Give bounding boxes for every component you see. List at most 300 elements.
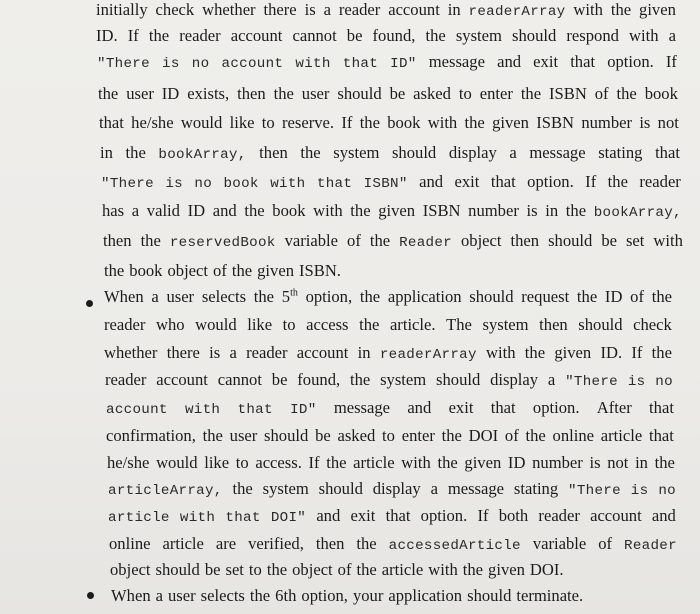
word: the bbox=[369, 231, 391, 250]
word: book bbox=[129, 261, 163, 280]
code-token: that bbox=[316, 176, 353, 192]
word: the bbox=[524, 343, 546, 362]
word: and bbox=[497, 52, 522, 71]
word: should bbox=[467, 586, 512, 605]
word: and bbox=[419, 172, 444, 191]
word: a bbox=[430, 479, 438, 498]
word: variable bbox=[284, 231, 339, 250]
word: with bbox=[653, 231, 683, 250]
word: to bbox=[248, 560, 262, 579]
word: If bbox=[631, 343, 643, 362]
word: the bbox=[359, 113, 380, 132]
word: of bbox=[630, 287, 644, 306]
word: the bbox=[125, 143, 146, 162]
word: there bbox=[263, 0, 297, 19]
word: the bbox=[359, 287, 381, 306]
code-token: ID" bbox=[390, 56, 417, 72]
word: access. bbox=[255, 453, 302, 472]
word: book bbox=[272, 201, 306, 220]
word: a bbox=[547, 370, 556, 389]
word: object bbox=[460, 231, 502, 250]
ordinal-suffix: th bbox=[290, 287, 298, 299]
word: system bbox=[380, 370, 427, 389]
word: the bbox=[359, 315, 380, 334]
word: option. bbox=[527, 172, 574, 191]
word: DOI bbox=[468, 426, 499, 445]
word: he/she bbox=[131, 113, 174, 132]
word: should bbox=[469, 287, 514, 306]
word: found, bbox=[372, 26, 416, 45]
word: of bbox=[598, 534, 613, 553]
word: whether bbox=[104, 343, 158, 362]
word: the bbox=[520, 84, 542, 103]
word: to bbox=[382, 426, 395, 445]
word: reserve. bbox=[282, 113, 335, 132]
word: number bbox=[468, 201, 519, 220]
word: and bbox=[316, 506, 341, 525]
word: should bbox=[155, 560, 200, 579]
text-line bbox=[106, 398, 674, 420]
word: ID bbox=[507, 453, 526, 472]
word: When bbox=[111, 586, 151, 605]
word: given bbox=[639, 0, 676, 19]
code-token: "There bbox=[565, 374, 618, 390]
word: given bbox=[492, 113, 529, 132]
code-token: with bbox=[270, 176, 306, 192]
word: has bbox=[102, 201, 125, 220]
word: exit bbox=[454, 172, 480, 191]
word: number bbox=[581, 113, 633, 132]
word: the bbox=[610, 0, 632, 19]
word: cannot bbox=[292, 26, 337, 45]
code-token: "There bbox=[101, 176, 154, 192]
word: article bbox=[353, 453, 395, 472]
word: user bbox=[126, 84, 154, 103]
word: a bbox=[668, 26, 676, 45]
word: the bbox=[232, 479, 253, 498]
word: selects bbox=[200, 586, 245, 605]
word: verified, bbox=[248, 534, 304, 553]
word: a bbox=[151, 287, 159, 306]
code-token: is bbox=[165, 176, 183, 192]
code-token: that bbox=[237, 402, 273, 418]
word: reader bbox=[104, 315, 146, 334]
word: account bbox=[590, 506, 642, 525]
word: should bbox=[548, 231, 593, 250]
word: is bbox=[589, 453, 601, 472]
word: given bbox=[378, 201, 416, 220]
word: variable bbox=[532, 534, 587, 553]
word: given bbox=[464, 453, 502, 472]
text-line bbox=[98, 84, 678, 104]
word: application bbox=[388, 586, 463, 605]
word: asked bbox=[337, 426, 376, 445]
code-token: is bbox=[162, 56, 180, 72]
word: set bbox=[625, 231, 645, 250]
word: found, bbox=[297, 370, 341, 389]
word: If bbox=[308, 453, 320, 472]
word: then bbox=[315, 534, 345, 553]
word: in bbox=[100, 143, 113, 162]
word: is bbox=[639, 113, 651, 132]
code-token: is bbox=[630, 483, 649, 499]
word: the bbox=[273, 84, 294, 103]
word: in bbox=[545, 201, 559, 220]
word: The bbox=[446, 315, 472, 334]
word: should bbox=[318, 479, 363, 498]
word: If bbox=[341, 113, 353, 132]
word: terminate. bbox=[516, 586, 584, 605]
word: like bbox=[204, 453, 230, 472]
word: who bbox=[156, 315, 185, 334]
word: number bbox=[532, 453, 583, 472]
word: user bbox=[166, 287, 195, 306]
word: selects bbox=[201, 287, 247, 306]
word: exit bbox=[448, 398, 474, 417]
word: is bbox=[209, 343, 221, 362]
code-token: with bbox=[184, 402, 221, 418]
word: reader bbox=[105, 370, 147, 389]
text-line bbox=[102, 201, 682, 223]
word: the bbox=[231, 261, 253, 280]
word: enter bbox=[479, 84, 513, 103]
word: he/she bbox=[107, 453, 150, 472]
word: a bbox=[229, 343, 237, 362]
text-line bbox=[107, 453, 675, 473]
code-token: article bbox=[108, 510, 170, 526]
word: given bbox=[257, 261, 294, 280]
word: the bbox=[253, 287, 275, 306]
word: access bbox=[306, 315, 349, 334]
code-token: that bbox=[342, 56, 379, 72]
word: in bbox=[635, 453, 648, 472]
word: of bbox=[213, 261, 227, 280]
word: account bbox=[156, 370, 208, 389]
code-token: ISBN" bbox=[363, 176, 408, 192]
word: reader bbox=[179, 26, 221, 45]
word: a bbox=[155, 586, 163, 605]
word: the bbox=[651, 287, 672, 306]
word: that bbox=[570, 52, 596, 71]
word: with bbox=[629, 26, 659, 45]
word: the bbox=[651, 343, 672, 362]
word: If bbox=[127, 26, 139, 45]
word: the bbox=[576, 287, 598, 306]
word: cannot bbox=[217, 370, 262, 389]
word: the bbox=[202, 426, 223, 445]
word: that bbox=[385, 506, 411, 525]
word: object bbox=[167, 261, 209, 280]
word: the bbox=[104, 261, 125, 280]
word: the bbox=[425, 26, 446, 45]
word: reader bbox=[639, 172, 681, 191]
word: then bbox=[259, 143, 288, 162]
text-line bbox=[100, 143, 680, 165]
word: should bbox=[578, 315, 623, 334]
code-token: no bbox=[191, 56, 210, 72]
word: then bbox=[539, 315, 568, 334]
word: the bbox=[140, 231, 161, 250]
word: should bbox=[264, 426, 309, 445]
code-token: reservedBook bbox=[169, 235, 276, 251]
word: request bbox=[521, 287, 570, 306]
word: that bbox=[490, 398, 516, 417]
word: like bbox=[229, 113, 255, 132]
word: then bbox=[103, 231, 132, 250]
word: like bbox=[247, 315, 273, 334]
text-line bbox=[96, 0, 676, 22]
word: ID bbox=[187, 201, 206, 220]
word bbox=[282, 287, 298, 307]
word: in bbox=[447, 0, 461, 19]
word: should bbox=[337, 84, 382, 103]
word: application bbox=[387, 287, 462, 306]
word: should bbox=[436, 370, 481, 389]
word: user bbox=[229, 426, 258, 445]
code-token: bookArray, bbox=[158, 147, 247, 163]
word: the bbox=[148, 26, 170, 45]
word: set bbox=[225, 560, 244, 579]
word: the bbox=[349, 370, 371, 389]
word: are bbox=[215, 534, 237, 553]
word: ISBN. bbox=[299, 261, 341, 280]
word: would bbox=[195, 315, 237, 334]
word: given bbox=[488, 560, 525, 579]
word: to bbox=[261, 113, 275, 132]
word: the bbox=[356, 560, 377, 579]
word: respond bbox=[566, 26, 619, 45]
word: the bbox=[244, 201, 265, 220]
word: If bbox=[477, 506, 489, 525]
code-token: account bbox=[221, 56, 284, 72]
word: given bbox=[554, 343, 592, 362]
word: with bbox=[313, 201, 343, 220]
code-token: articleArray, bbox=[108, 483, 223, 499]
code-token: readerArray bbox=[379, 347, 477, 363]
word: with bbox=[427, 113, 458, 132]
word: whether bbox=[202, 0, 256, 19]
word: should bbox=[512, 26, 557, 45]
word: that bbox=[655, 143, 680, 162]
word: account bbox=[296, 343, 349, 362]
code-token: Reader bbox=[399, 235, 452, 251]
text-line bbox=[111, 586, 588, 606]
word: enter bbox=[401, 426, 435, 445]
word: that bbox=[648, 426, 674, 445]
word: to bbox=[458, 84, 472, 103]
code-token: DOI" bbox=[270, 510, 307, 526]
word: initially bbox=[96, 0, 148, 19]
word: and bbox=[407, 398, 432, 417]
word: stating bbox=[513, 479, 559, 498]
code-token: is bbox=[627, 374, 646, 390]
word: DOI. bbox=[529, 560, 564, 579]
word: reader bbox=[338, 0, 381, 19]
text-line bbox=[103, 231, 683, 253]
word: message bbox=[333, 398, 391, 417]
word: be bbox=[601, 231, 617, 250]
word: a bbox=[509, 143, 517, 162]
text-line bbox=[106, 426, 674, 446]
word: be bbox=[389, 84, 406, 103]
word: ISBN bbox=[549, 84, 587, 103]
word: book bbox=[387, 113, 421, 132]
code-token: with bbox=[295, 56, 331, 72]
word: user bbox=[301, 84, 330, 103]
word: then bbox=[510, 231, 540, 250]
word: object bbox=[292, 560, 333, 579]
text-line bbox=[104, 261, 346, 281]
text-line bbox=[110, 560, 569, 580]
word: the bbox=[300, 143, 321, 162]
word: of bbox=[504, 426, 519, 445]
word: the bbox=[616, 84, 637, 103]
word: and bbox=[212, 201, 237, 220]
word: message bbox=[428, 52, 485, 71]
code-token: no bbox=[655, 374, 673, 390]
word: of bbox=[337, 560, 352, 579]
word: article. bbox=[389, 315, 436, 334]
word: would bbox=[180, 113, 223, 132]
text-line bbox=[108, 479, 676, 501]
word: the bbox=[350, 201, 371, 220]
word: not bbox=[607, 453, 629, 472]
word: not bbox=[657, 113, 679, 132]
text-line bbox=[96, 26, 676, 46]
text-line bbox=[108, 506, 676, 528]
word: system bbox=[482, 315, 529, 334]
word: ID. bbox=[600, 343, 623, 362]
code-token: readerArray bbox=[468, 4, 566, 20]
word: ID bbox=[161, 84, 180, 103]
word: ISBN bbox=[536, 113, 575, 132]
word: to bbox=[282, 315, 296, 334]
word: account bbox=[388, 0, 440, 19]
code-token: Reader bbox=[624, 538, 677, 554]
word: the bbox=[525, 426, 546, 445]
word: If bbox=[585, 172, 597, 191]
word: the bbox=[437, 453, 458, 472]
word: that bbox=[490, 172, 516, 191]
word: to bbox=[235, 453, 249, 472]
word: message bbox=[529, 143, 586, 162]
bullet-icon bbox=[86, 300, 93, 307]
word: exit bbox=[350, 506, 376, 525]
word: asked bbox=[413, 84, 451, 103]
word: should bbox=[391, 143, 437, 162]
word: with bbox=[401, 453, 431, 472]
word: exists, bbox=[187, 84, 230, 103]
word: option, bbox=[305, 287, 353, 306]
code-token: book bbox=[223, 176, 259, 192]
word: that bbox=[649, 398, 674, 417]
word: online bbox=[109, 534, 151, 553]
word: is bbox=[304, 0, 316, 19]
word: article bbox=[600, 426, 643, 445]
text-line bbox=[105, 370, 673, 392]
bullet-icon bbox=[87, 592, 94, 599]
text-line bbox=[109, 534, 677, 556]
word: a bbox=[323, 0, 331, 19]
text-line bbox=[104, 315, 672, 335]
word: check bbox=[633, 315, 672, 334]
word: exit bbox=[533, 52, 559, 71]
word: a bbox=[131, 201, 140, 220]
word: the bbox=[249, 586, 271, 605]
code-token: accessedArticle bbox=[388, 538, 521, 554]
word: with bbox=[486, 343, 516, 362]
code-token: no bbox=[658, 483, 676, 499]
word: the bbox=[98, 84, 119, 103]
word: is bbox=[526, 201, 538, 220]
text-line bbox=[99, 113, 679, 133]
word: and bbox=[651, 506, 676, 525]
code-token: ID" bbox=[290, 402, 317, 418]
word: book bbox=[644, 84, 678, 103]
code-token: that bbox=[225, 510, 261, 526]
word: message bbox=[447, 479, 505, 498]
word: check bbox=[155, 0, 195, 19]
code-token: with bbox=[179, 510, 216, 526]
word: system bbox=[262, 479, 309, 498]
text-line bbox=[104, 343, 672, 365]
word: the bbox=[326, 453, 347, 472]
word: system bbox=[455, 26, 502, 45]
word: ID bbox=[604, 287, 623, 306]
word: then bbox=[237, 84, 266, 103]
word: the bbox=[441, 426, 462, 445]
word: be bbox=[315, 426, 331, 445]
word: the bbox=[565, 201, 587, 220]
word: of bbox=[594, 84, 609, 103]
word: article bbox=[381, 560, 424, 579]
word: object bbox=[110, 560, 151, 579]
word: both bbox=[498, 506, 529, 525]
word: ISBN bbox=[422, 201, 461, 220]
word: of bbox=[347, 231, 361, 250]
word: the bbox=[607, 172, 628, 191]
word: confirmation, bbox=[106, 426, 196, 445]
word: option. bbox=[420, 506, 468, 525]
code-token: "There bbox=[97, 56, 150, 72]
word: would bbox=[156, 453, 198, 472]
word: the bbox=[266, 560, 288, 579]
word: with bbox=[573, 0, 603, 19]
code-token: "There bbox=[568, 483, 621, 499]
word: be bbox=[271, 370, 288, 389]
code-token: account bbox=[106, 402, 168, 418]
word: the bbox=[654, 453, 675, 472]
word: article bbox=[162, 534, 204, 553]
text-line bbox=[104, 287, 672, 307]
word: ID. bbox=[96, 26, 118, 45]
word: be bbox=[204, 560, 221, 579]
text-line bbox=[101, 172, 681, 194]
word: display bbox=[490, 370, 539, 389]
text-line bbox=[97, 52, 677, 74]
word: valid bbox=[146, 201, 180, 220]
word: 6th bbox=[275, 586, 297, 605]
word: option. bbox=[607, 52, 654, 71]
word: display bbox=[372, 479, 421, 498]
word: the bbox=[356, 534, 377, 553]
word: If bbox=[665, 52, 677, 71]
word: that bbox=[99, 113, 124, 132]
word: in bbox=[357, 343, 371, 362]
word: 5 bbox=[281, 287, 291, 306]
word: the bbox=[464, 113, 485, 132]
word: reader bbox=[538, 506, 580, 525]
